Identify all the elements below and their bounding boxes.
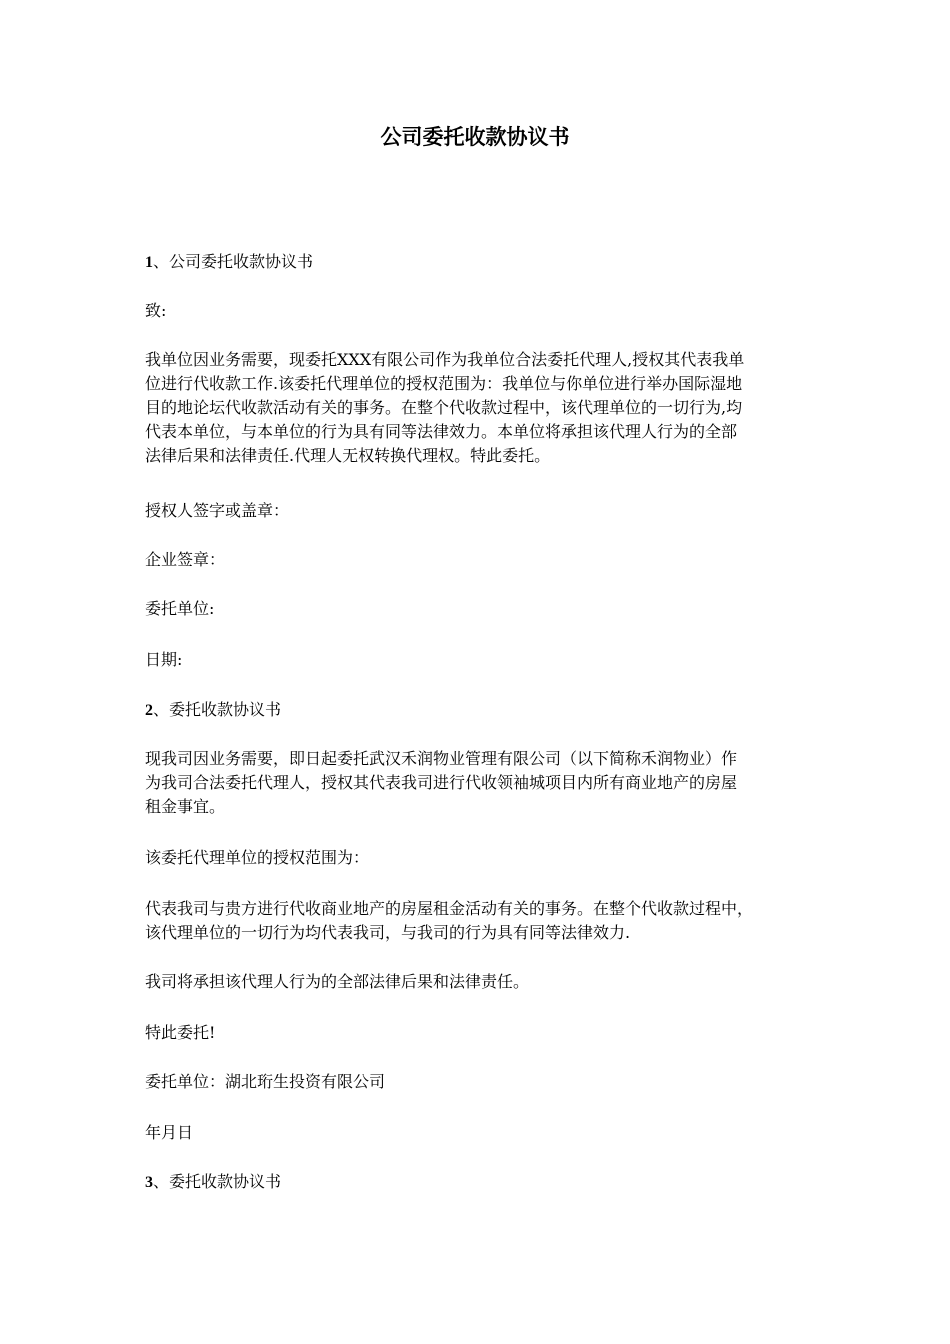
signature-label: 授权人签字或盖章：	[145, 501, 290, 520]
closing-statement: 特此委托!	[145, 1023, 216, 1042]
seal-label: 企业签章：	[145, 550, 226, 569]
scope-label: 该委托代理单位的授权范围为：	[145, 848, 370, 867]
section-1-to: 致:	[145, 301, 167, 320]
section-2-number: 2	[145, 702, 153, 719]
section-2-body-line: 租金事宜。	[145, 797, 226, 816]
date-label: 日期:	[145, 650, 183, 669]
section-2-title: 、委托收款协议书	[153, 700, 282, 719]
section-2-heading	[145, 698, 810, 723]
section-2-body	[145, 747, 810, 819]
section-2-body-line: 为我司合法委托代理人，授权其代表我司进行代收领袖城项目内所有商业地产的房屋	[145, 773, 738, 792]
section-1-body-line: 位进行代收款工作.该委托代理单位的授权范围为：我单位与你单位进行举办国际湿地	[145, 374, 743, 393]
date-line: 年月日	[145, 1123, 194, 1142]
liability-statement: 我司将承担该代理人行为的全部法律后果和法律责任。	[145, 972, 530, 991]
section-1-body-line: 我单位因业务需要，现委托XXX有限公司作为我单位合法委托代理人,授权其代表我单	[145, 350, 745, 369]
section-1-body-line: 代表本单位，与本单位的行为具有同等法律效力。本单位将承担该代理人行为的全部	[145, 422, 738, 441]
section-1-number: 1	[145, 254, 153, 271]
section-1-title: 、公司委托收款协议书	[153, 252, 314, 271]
section-2-scope-body	[145, 897, 810, 945]
section-3-title: 、委托收款协议书	[153, 1172, 282, 1191]
section-1-body	[145, 348, 810, 468]
section-2-body-line: 现我司因业务需要，即日起委托武汉禾润物业管理有限公司（以下简称禾润物业）作	[145, 749, 738, 768]
section-2-scope-line: 该代理单位的一切行为均代表我司，与我司的行为具有同等法律效力.	[145, 923, 631, 942]
section-1-body-line: 法律后果和法律责任.代理人无权转换代理权。特此委托。	[145, 446, 551, 465]
section-1-body-line: 目的地论坛代收款活动有关的事务。在整个代收款过程中，该代理单位的一切行为,均	[145, 398, 743, 417]
client-label: 委托单位:	[145, 599, 215, 618]
section-3-heading	[145, 1170, 810, 1195]
client-line: 委托单位：湖北珩生投资有限公司	[145, 1072, 386, 1091]
section-1-heading	[145, 250, 810, 275]
section-3-number: 3	[145, 1174, 153, 1191]
section-2-scope-line: 代表我司与贵方进行代收商业地产的房屋租金活动有关的事务。在整个代收款过程中，	[145, 899, 754, 918]
document-title: 公司委托收款协议书	[380, 124, 570, 149]
